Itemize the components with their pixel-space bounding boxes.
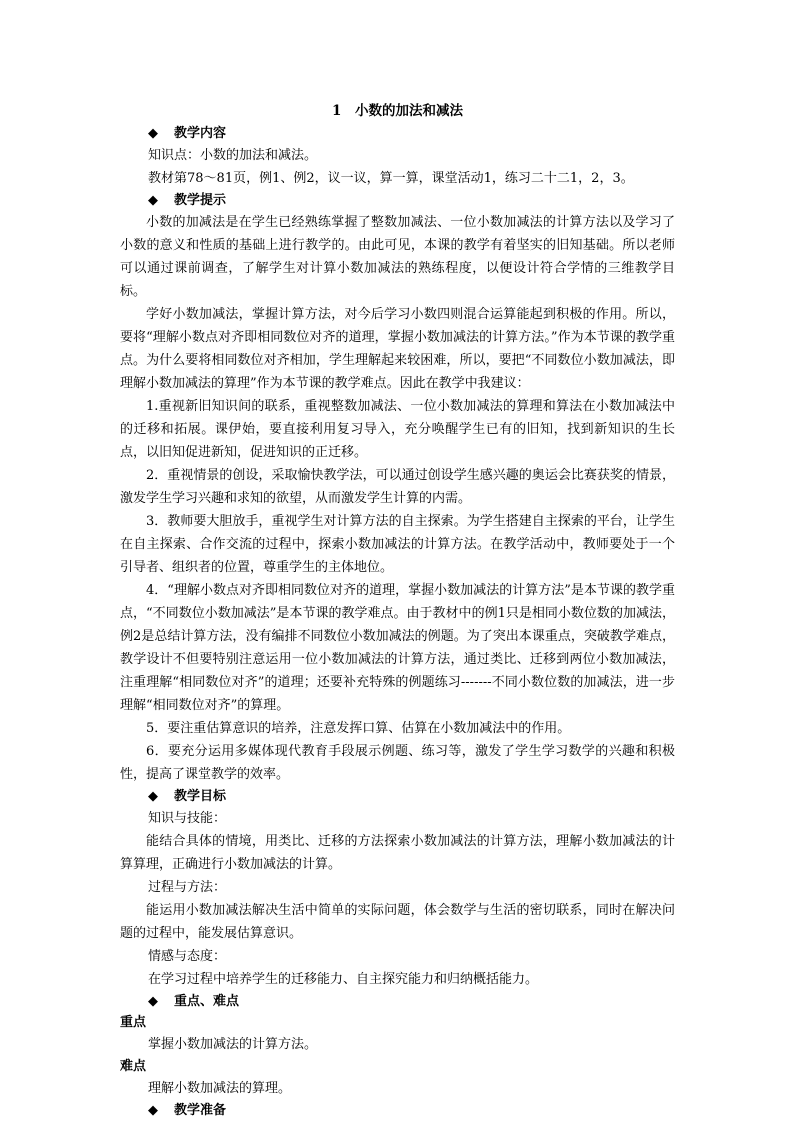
diamond-bullet-icon: ◆ [148,193,158,208]
section-heading-tips [120,190,675,211]
textbook-pages: 教材第78～81页，例1、例2，议一议，算一算，课堂活动1，练习二十二1，2，3。 [148,171,634,186]
difficulty-text: 理解小数加减法的算理。 [148,1081,292,1096]
section-heading-content [120,123,675,144]
key-point-text: 掌握小数加减法的计算方法。 [148,1037,318,1052]
heading-text: 教学提示 [174,193,227,208]
diamond-bullet-icon: ◆ [148,994,158,1009]
suggestion-1: 1.重视新旧知识间的联系，重视整数加减法、一位小数加减法的算理和算法在小数加减法中的迁移和拓展。课伊始，要直接利用复习导入，充分唤醒学生已有的旧知，找到新知识的生长点，以旧知促进新知，促进知识的正迁移。 [120,399,675,460]
difficulty-label: 难点 [120,1059,147,1074]
goal-text-knowledge: 能结合具体的情境，用类比、迁移的方法探索小数加减法的计算方法，理解小数加减法的计算算理，正确进行小数加减法的计算。 [120,834,675,872]
suggestion-2: 2．重视情景的创设，采取愉快教学法，可以通过创设学生感兴趣的奥运会比赛获奖的情景，激发学生学习兴趣和求知的欲望，从而激发学生计算的内需。 [120,468,675,506]
heading-text: 重点、难点 [174,994,240,1009]
heading-text: 教学准备 [174,1103,227,1118]
suggestion-4: 4．“理解小数点对齐即相同数位对齐的道理，掌握小数加减法的计算方法”是本节课的教学重点，“不同数位小数加减法”是本节课的教学难点。由于教材中的例1只是相同小数位数的加减法，例2是总结计算方法，没有编排不同数位小数加减法的例题。为了突出本课重点，突破教学难点，教学设计不但要特别注意运用一位小数加减法的计算方法，通过类比、迁移到两位小数加减法，注重理解“相同数位对齐”的道理；还要补充特殊的例题练习-------不同小数位数的加减法，进一步理解“相同数位对齐”的算理。 [120,583,675,713]
heading-text: 教学目标 [174,789,227,804]
knowledge-point: 知识点：小数的加法和减法。 [148,148,318,163]
diamond-bullet-icon: ◆ [148,126,158,141]
suggestion-5: 5．要注重估算意识的培养，注意发挥口算、估算在小数加减法中的作用。 [146,721,571,736]
tips-paragraph-1: 小数的加减法是在学生已经熟练掌握了整数加减法、一位小数加减法的计算方法以及学习了小数的意义和性质的基础上进行教学的。由此可见，本课的教学有着坚实的旧知基础。所以老师可以通过课前调查，了解学生对计算小数加减法的熟练程度，以便设计符合学情的三维教学目标。 [120,215,675,299]
section-heading-goals [120,786,675,807]
goal-label-knowledge: 知识与技能： [148,811,227,826]
document-body [120,100,675,1121]
heading-text: 教学内容 [174,126,227,141]
goal-text-process: 能运用小数加减法解决生活中简单的实际问题，体会数学与生活的密切联系，同时在解决问题的过程中，能发展估算意识。 [120,903,675,941]
diamond-bullet-icon: ◆ [148,1103,158,1118]
section-heading-prep [120,1100,675,1121]
suggestion-3: 3．教师要大胆放手，重视学生对计算方法的自主探索。为学生搭建自主探索的平台，让学生在自主探索、合作交流的过程中，探索小数加减法的计算方法。在教学活动中，教师要处于一个引导者、组织者的位置，尊重学生的主体地位。 [120,514,675,575]
diamond-bullet-icon: ◆ [148,789,158,804]
goal-label-emotion: 情感与态度： [148,949,227,964]
goal-label-process: 过程与方法： [148,880,227,895]
tips-paragraph-2: 学好小数加减法，掌握计算方法，对今后学习小数四则混合运算能起到积极的作用。所以，要将“理解小数点对齐即相同数位对齐的道理，掌握小数加减法的计算方法。”作为本节课的教学重点。为什么要将相同数位对齐相加，学生理解起来较困难，所以，要把“不同数位小数加减法，即理解小数加减法的算理”作为本节课的教学难点。因此在教学中我建议： [120,307,675,391]
suggestion-6: 6．要充分运用多媒体现代教育手段展示例题、练习等，激发了学生学习数学的兴趣和积极性，提高了课堂教学的效率。 [120,744,675,782]
key-point-label: 重点 [120,1015,147,1030]
page-title: 1 小数的加法和减法 [332,103,463,119]
goal-text-emotion: 在学习过程中培养学生的迁移能力、自主探究能力和归纳概括能力。 [148,972,539,987]
section-heading-keys [120,991,675,1012]
